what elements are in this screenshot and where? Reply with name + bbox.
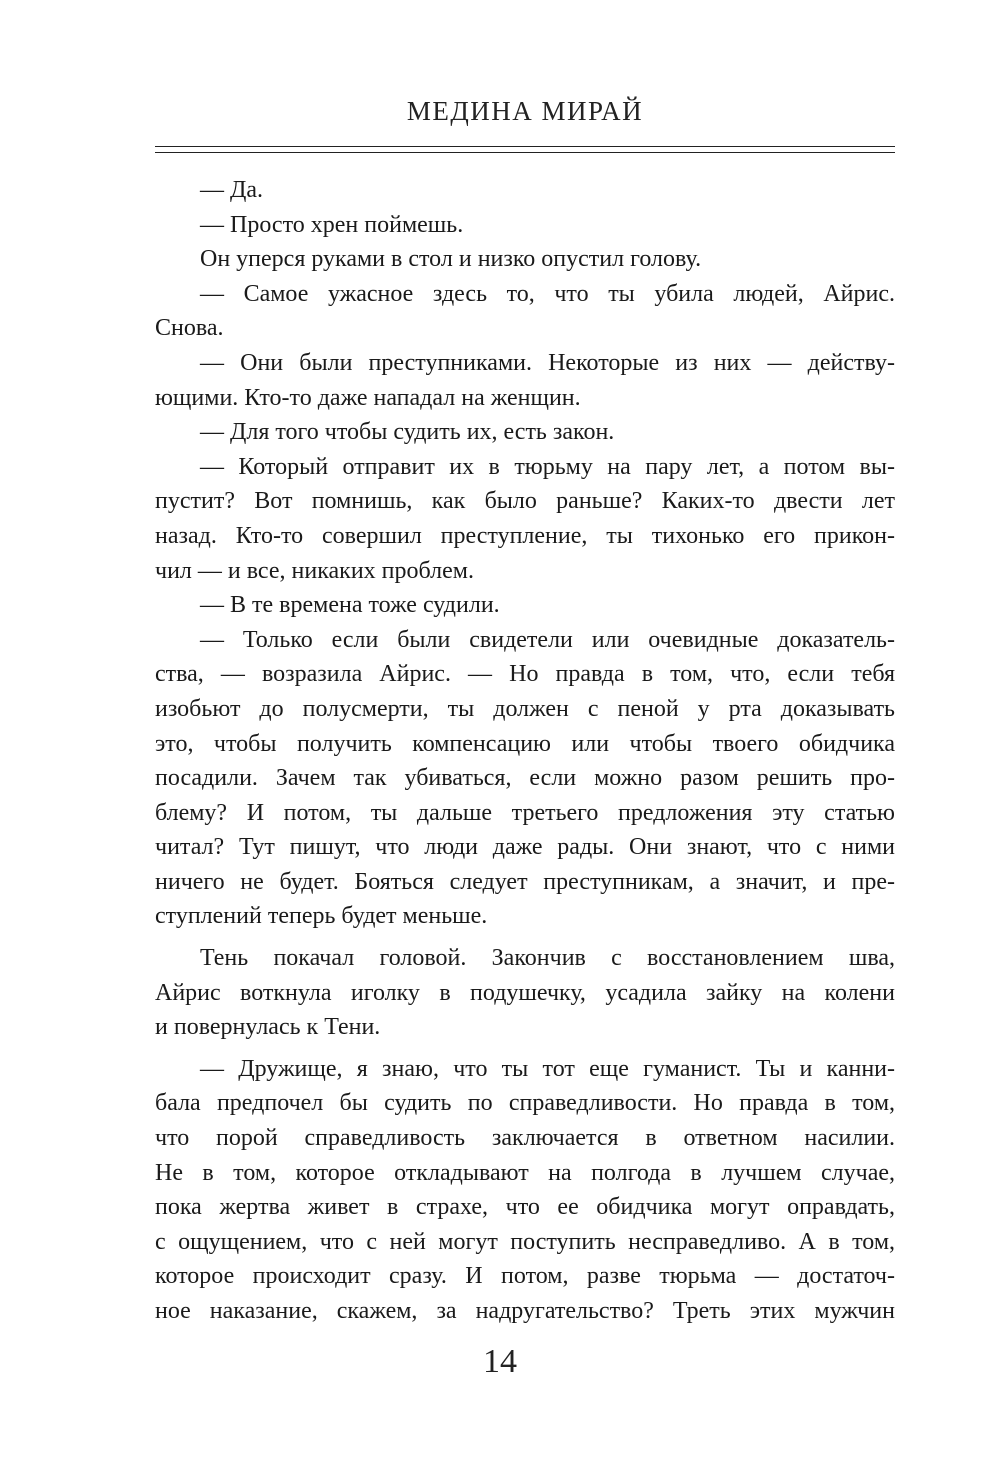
text-line: Тень покачал головой. Закончив с восстановлением шва,: [200, 945, 895, 972]
text-line: ное наказание, скажем, за надругательство? Треть этих мужчин: [155, 1298, 895, 1324]
text-line: — Только если были свидетели или очевидные доказатель-: [200, 626, 895, 653]
text-line: — Они были преступниками. Некоторые из них — действу-: [200, 349, 895, 376]
text-line: Айрис воткнула иголку в подушечку, усадила зайку на колени: [155, 979, 895, 1006]
text-line: — В те времена тоже судили.: [200, 592, 500, 619]
text-line: — Просто хрен поймешь.: [200, 211, 464, 238]
text-line: чил — и все, никаких проблем.: [155, 557, 474, 584]
text-line: блему? И потом, ты дальше третьего предложения эту статью: [155, 799, 895, 826]
text-line: назад. Кто-то совершил преступление, ты тихонько его прикон-: [155, 522, 895, 549]
text-line: Снова.: [155, 315, 224, 342]
text-line: бала предпочел бы судить по справедливости. Но правда в том,: [155, 1090, 895, 1117]
text-line: ства, — возразила Айрис. — Но правда в том, что, если тебя: [155, 661, 895, 688]
text-line: читал? Тут пишут, что люди даже рады. Они знают, что с ними: [155, 834, 895, 861]
text-line: Не в том, которое откладывают на полгода в лучшем случае,: [155, 1159, 895, 1186]
text-line: и повернулась к Тени.: [155, 1014, 381, 1041]
text-line: пока жертва живет в страхе, что ее обидчика могут оправдать,: [155, 1194, 895, 1221]
text-line: изобьют до полусмерти, ты должен с пеной у рта доказывать: [155, 695, 895, 722]
text-line: ступлений теперь будет меньше.: [155, 903, 488, 930]
text-line: — Самое ужасное здесь то, что ты убила людей, Айрис.: [200, 280, 895, 307]
header-rule-top: [155, 146, 895, 147]
text-line: — Который отправит их в тюрьму на пару лет, а потом вы-: [200, 453, 895, 480]
text-line: ничего не будет. Бояться следует преступникам, а значит, и пре-: [155, 868, 895, 895]
text-line: Он уперся руками в стол и низко опустил голову.: [200, 246, 702, 273]
text-line: с ощущением, что с ней могут поступить несправедливо. А в том,: [155, 1228, 895, 1255]
running-title: МЕДИНА МИРАЙ: [406, 96, 644, 126]
body-text: [155, 173, 895, 1329]
text-line: что порой справедливость заключается в ответном насилии.: [155, 1125, 895, 1152]
text-line: это, чтобы получить компенсацию или чтобы твоего обидчика: [155, 730, 895, 757]
text-line: посадили. Зачем так убиваться, если можно разом решить про-: [155, 765, 895, 792]
page-number: 14: [483, 1343, 517, 1380]
text-line: ющими. Кто-то даже нападал на женщин.: [155, 384, 581, 411]
text-line: которое происходит сразу. И потом, разве тюрьма — достаточ-: [155, 1263, 895, 1290]
text-line: — Да.: [200, 177, 264, 203]
text-line: — Для того чтобы судить их, есть закон.: [200, 419, 615, 446]
header-rule-bottom: [155, 152, 895, 153]
text-line: — Дружище, я знаю, что ты тот еще гуманист. Ты и канни-: [200, 1055, 895, 1082]
text-line: пустит? Вот помнишь, как было раньше? Каких-то двести лет: [155, 488, 895, 515]
